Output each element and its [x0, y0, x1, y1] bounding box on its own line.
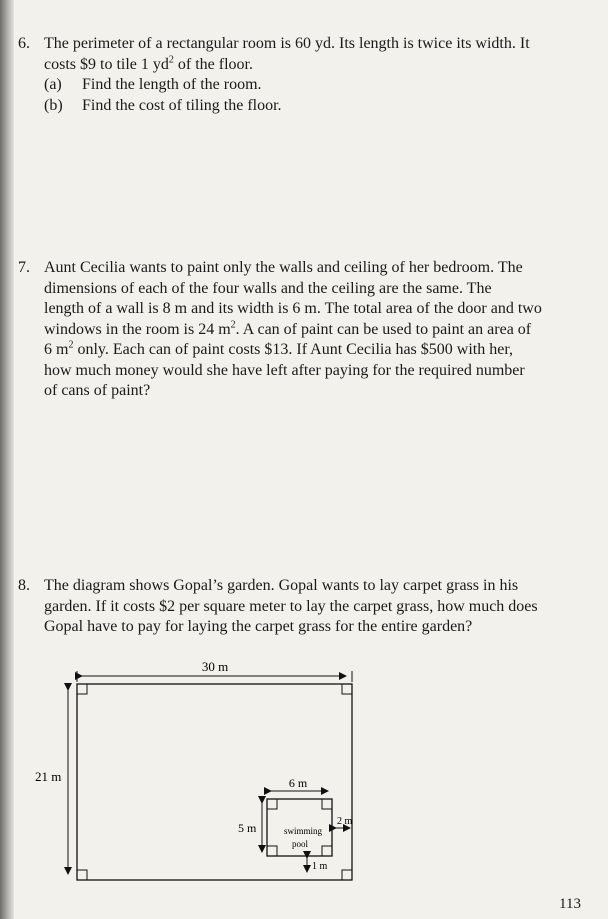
- right-angle-mark: [77, 870, 87, 880]
- question-number: 8.: [18, 577, 30, 594]
- garden-height-label: 21 m: [35, 769, 62, 784]
- question-text: The diagram shows Gopal’s garden. Gopal wants to lay carpet grass in his: [44, 577, 519, 594]
- sub-question-text: Find the cost of tiling the floor.: [82, 96, 282, 114]
- question-text: Gopal have to pay for laying the carpet grass for the entire garden?: [44, 618, 473, 635]
- right-angle-mark: [267, 846, 277, 856]
- right-angle-mark: [342, 684, 352, 694]
- pool-height-label: 5 m: [238, 821, 257, 835]
- question-text: windows in the room is 24 $m^2$. A can of paint can be used to paint an area of: [44, 319, 532, 338]
- right-angle-mark: [77, 684, 87, 694]
- question-text: length of a wall is 8 m and its width is 6 m. The total area of the door and two: [44, 300, 542, 317]
- question-text: Aunt Cecilia wants to paint only the walls and ceiling of her bedroom. The: [44, 259, 523, 276]
- sub-question-text: Find the length of the room.: [82, 76, 262, 93]
- right-angle-mark: [322, 846, 332, 856]
- question-text: how much money would she have left after paying for the required number: [44, 361, 525, 379]
- question-text: of cans of paint?: [44, 382, 151, 399]
- pool-width-label: 6 m: [288, 776, 308, 790]
- pool-label: swimming: [283, 826, 323, 836]
- pool-offset-label: 1 m: [312, 861, 328, 872]
- right-angle-mark: [322, 799, 332, 809]
- question-text: costs $9 to tile 1 $yd^2$ of the floor.: [44, 54, 253, 73]
- pool-label: pool: [291, 839, 309, 849]
- garden-width-label: 30 m: [201, 659, 229, 674]
- question-number: 7.: [18, 259, 30, 276]
- right-angle-mark: [267, 799, 277, 809]
- sub-question-label: (a): [44, 76, 62, 93]
- question-text: The perimeter of a rectangular room is 60 yd. Its length is twice its width. It: [44, 35, 530, 52]
- question-text: dimensions of each of the four walls and the ceiling are the same. The: [44, 279, 492, 297]
- right-angle-mark: [342, 870, 352, 880]
- question-text: 6 $m^2$ only. Each can of paint costs $13. If Aunt Cecilia has $500 with her,: [44, 339, 514, 358]
- page-number: 113: [559, 896, 581, 912]
- garden-outline: [77, 684, 352, 880]
- question-text: garden. If it costs $2 per square meter to lay the carpet grass, how much does: [44, 597, 538, 615]
- pool-corner-label: 2 m: [337, 816, 353, 827]
- question-number: 6.: [18, 35, 30, 52]
- sub-question-label: (b): [44, 96, 63, 114]
